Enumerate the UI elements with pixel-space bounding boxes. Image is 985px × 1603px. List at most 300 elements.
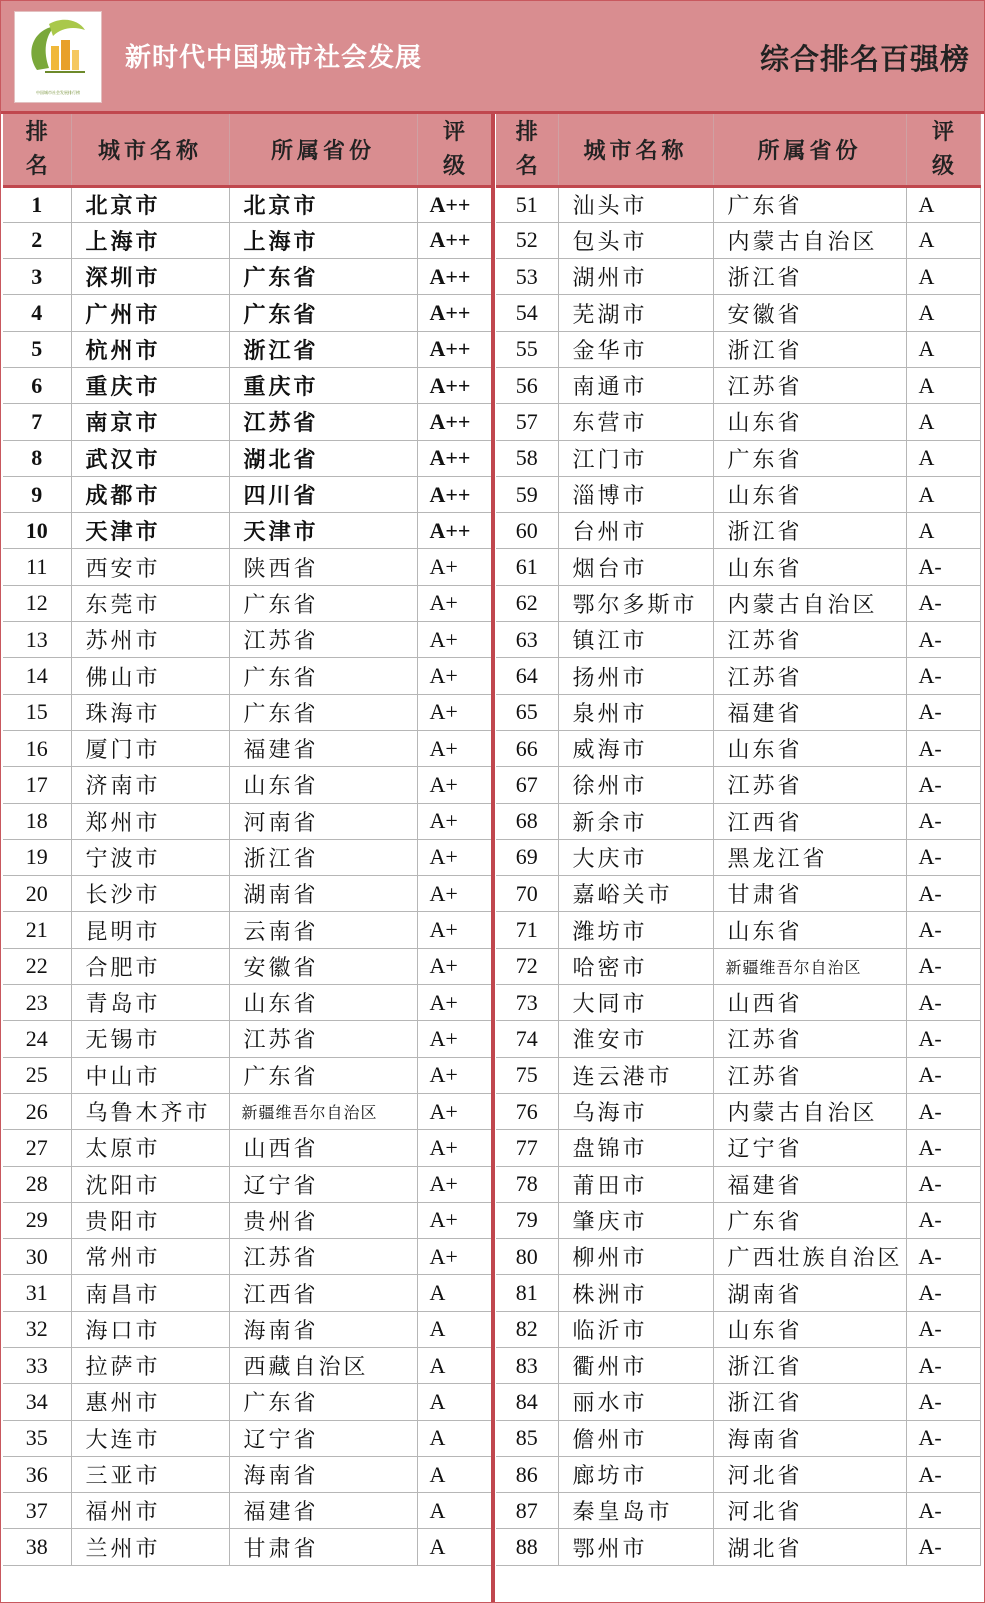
table-row bbox=[3, 585, 491, 621]
table-row bbox=[3, 1493, 491, 1529]
rank-cell: 18 bbox=[3, 803, 71, 839]
grade-cell: A- bbox=[906, 1130, 980, 1166]
city-cell: 大庆市 bbox=[558, 839, 713, 875]
table-row bbox=[496, 585, 980, 621]
rank-cell: 84 bbox=[496, 1384, 558, 1420]
rank-cell: 31 bbox=[3, 1275, 71, 1311]
city-cell: 合肥市 bbox=[71, 948, 229, 984]
table-row bbox=[3, 622, 491, 658]
col-header-province: 所属省份 bbox=[229, 114, 417, 186]
right-table-block bbox=[496, 114, 981, 1566]
table-row bbox=[3, 1021, 491, 1057]
rank-cell: 60 bbox=[496, 513, 558, 549]
province-cell: 河南省 bbox=[229, 803, 417, 839]
rank-cell: 28 bbox=[3, 1166, 71, 1202]
table-row bbox=[496, 1420, 980, 1456]
table-row bbox=[496, 1093, 980, 1129]
rank-cell: 25 bbox=[3, 1057, 71, 1093]
city-cell: 拉萨市 bbox=[71, 1348, 229, 1384]
grade-cell: A- bbox=[906, 1202, 980, 1238]
city-cell: 镇江市 bbox=[558, 622, 713, 658]
table-row bbox=[3, 331, 491, 367]
grade-cell: A++ bbox=[417, 476, 491, 512]
province-cell: 辽宁省 bbox=[229, 1420, 417, 1456]
grade-cell: A bbox=[906, 404, 980, 440]
city-cell: 重庆市 bbox=[71, 367, 229, 403]
col-header-rank: 排名 bbox=[496, 114, 558, 186]
table-row bbox=[496, 694, 980, 730]
grade-cell: A+ bbox=[417, 694, 491, 730]
table-row bbox=[496, 803, 980, 839]
table-row bbox=[3, 912, 491, 948]
grade-cell: A bbox=[417, 1456, 491, 1492]
grade-cell: A++ bbox=[417, 367, 491, 403]
table-row bbox=[496, 730, 980, 766]
rank-cell: 22 bbox=[3, 948, 71, 984]
province-cell: 福建省 bbox=[229, 730, 417, 766]
rank-cell: 81 bbox=[496, 1275, 558, 1311]
rank-cell: 77 bbox=[496, 1130, 558, 1166]
province-cell: 江西省 bbox=[713, 803, 906, 839]
city-cell: 西安市 bbox=[71, 549, 229, 585]
city-cell: 济南市 bbox=[71, 767, 229, 803]
grade-cell: A- bbox=[906, 1311, 980, 1347]
grade-cell: A- bbox=[906, 1529, 980, 1565]
province-cell: 广东省 bbox=[713, 186, 906, 222]
city-cell: 株洲市 bbox=[558, 1275, 713, 1311]
province-cell: 上海市 bbox=[229, 222, 417, 258]
grade-cell: A bbox=[906, 259, 980, 295]
rank-cell: 23 bbox=[3, 985, 71, 1021]
rank-cell: 82 bbox=[496, 1311, 558, 1347]
province-cell: 浙江省 bbox=[713, 259, 906, 295]
rank-cell: 68 bbox=[496, 803, 558, 839]
table-row bbox=[3, 1166, 491, 1202]
grade-cell: A+ bbox=[417, 839, 491, 875]
grade-cell: A- bbox=[906, 658, 980, 694]
table-row bbox=[3, 803, 491, 839]
city-cell: 汕头市 bbox=[558, 186, 713, 222]
city-cell: 哈密市 bbox=[558, 948, 713, 984]
grade-cell: A- bbox=[906, 585, 980, 621]
table-row bbox=[3, 694, 491, 730]
col-header-grade: 评级 bbox=[417, 114, 491, 186]
province-cell: 浙江省 bbox=[229, 839, 417, 875]
province-cell: 海南省 bbox=[229, 1311, 417, 1347]
table-row bbox=[3, 1348, 491, 1384]
rank-cell: 85 bbox=[496, 1420, 558, 1456]
city-cell: 扬州市 bbox=[558, 658, 713, 694]
grade-cell: A- bbox=[906, 1166, 980, 1202]
province-cell: 内蒙古自治区 bbox=[713, 222, 906, 258]
province-cell: 海南省 bbox=[713, 1420, 906, 1456]
table-row bbox=[3, 259, 491, 295]
city-cell: 莆田市 bbox=[558, 1166, 713, 1202]
city-cell: 惠州市 bbox=[71, 1384, 229, 1420]
province-cell: 广东省 bbox=[713, 1202, 906, 1238]
grade-cell: A+ bbox=[417, 1239, 491, 1275]
province-cell: 山东省 bbox=[713, 404, 906, 440]
city-cell: 三亚市 bbox=[71, 1456, 229, 1492]
grade-cell: A- bbox=[906, 1493, 980, 1529]
province-cell: 广东省 bbox=[713, 440, 906, 476]
province-cell: 福建省 bbox=[713, 694, 906, 730]
province-cell: 安徽省 bbox=[713, 295, 906, 331]
table-row bbox=[3, 876, 491, 912]
grade-cell: A+ bbox=[417, 1093, 491, 1129]
province-cell: 江苏省 bbox=[713, 767, 906, 803]
grade-cell: A+ bbox=[417, 1057, 491, 1093]
province-cell: 辽宁省 bbox=[713, 1130, 906, 1166]
province-cell: 内蒙古自治区 bbox=[713, 585, 906, 621]
city-cell: 鄂尔多斯市 bbox=[558, 585, 713, 621]
province-cell: 山东省 bbox=[713, 730, 906, 766]
city-cell: 兰州市 bbox=[71, 1529, 229, 1565]
province-cell: 内蒙古自治区 bbox=[713, 1093, 906, 1129]
rank-cell: 59 bbox=[496, 476, 558, 512]
grade-cell: A bbox=[417, 1420, 491, 1456]
table-row bbox=[496, 1021, 980, 1057]
left-table-block bbox=[3, 114, 492, 1566]
rank-cell: 17 bbox=[3, 767, 71, 803]
table-row bbox=[3, 1529, 491, 1565]
table-header-row bbox=[496, 114, 980, 186]
province-cell: 北京市 bbox=[229, 186, 417, 222]
table-row bbox=[496, 767, 980, 803]
grade-cell: A- bbox=[906, 912, 980, 948]
grade-cell: A- bbox=[906, 1348, 980, 1384]
city-cell: 珠海市 bbox=[71, 694, 229, 730]
rank-cell: 74 bbox=[496, 1021, 558, 1057]
grade-cell: A- bbox=[906, 730, 980, 766]
city-cell: 丽水市 bbox=[558, 1384, 713, 1420]
table-row bbox=[3, 186, 491, 222]
province-cell: 四川省 bbox=[229, 476, 417, 512]
table-row bbox=[496, 549, 980, 585]
table-row bbox=[3, 1384, 491, 1420]
grade-cell: A+ bbox=[417, 985, 491, 1021]
province-cell: 辽宁省 bbox=[229, 1166, 417, 1202]
grade-cell: A+ bbox=[417, 876, 491, 912]
table-header-row bbox=[3, 114, 491, 186]
province-cell: 广东省 bbox=[229, 1057, 417, 1093]
province-cell: 湖南省 bbox=[713, 1275, 906, 1311]
province-cell: 重庆市 bbox=[229, 367, 417, 403]
province-cell: 江苏省 bbox=[713, 367, 906, 403]
province-cell: 山东省 bbox=[713, 476, 906, 512]
rank-cell: 19 bbox=[3, 839, 71, 875]
rank-cell: 56 bbox=[496, 367, 558, 403]
city-cell: 乌鲁木齐市 bbox=[71, 1093, 229, 1129]
province-cell: 山东省 bbox=[229, 767, 417, 803]
province-cell: 江苏省 bbox=[229, 622, 417, 658]
table-row bbox=[3, 367, 491, 403]
rank-cell: 4 bbox=[3, 295, 71, 331]
province-cell: 湖北省 bbox=[713, 1529, 906, 1565]
table-row bbox=[3, 839, 491, 875]
province-cell: 天津市 bbox=[229, 513, 417, 549]
province-cell: 山东省 bbox=[713, 549, 906, 585]
city-cell: 衢州市 bbox=[558, 1348, 713, 1384]
rank-cell: 26 bbox=[3, 1093, 71, 1129]
rank-cell: 27 bbox=[3, 1130, 71, 1166]
province-cell: 广东省 bbox=[229, 585, 417, 621]
rank-cell: 54 bbox=[496, 295, 558, 331]
province-cell: 甘肃省 bbox=[713, 876, 906, 912]
column-divider bbox=[491, 114, 495, 1603]
grade-cell: A++ bbox=[417, 295, 491, 331]
grade-cell: A+ bbox=[417, 1166, 491, 1202]
rank-cell: 9 bbox=[3, 476, 71, 512]
table-row bbox=[3, 222, 491, 258]
city-cell: 青岛市 bbox=[71, 985, 229, 1021]
grade-cell: A bbox=[906, 186, 980, 222]
table-row bbox=[496, 222, 980, 258]
grade-cell: A+ bbox=[417, 767, 491, 803]
table-row bbox=[3, 295, 491, 331]
rank-cell: 12 bbox=[3, 585, 71, 621]
rank-cell: 58 bbox=[496, 440, 558, 476]
province-cell: 河北省 bbox=[713, 1493, 906, 1529]
city-cell: 深圳市 bbox=[71, 259, 229, 295]
city-cell: 昆明市 bbox=[71, 912, 229, 948]
city-cell: 长沙市 bbox=[71, 876, 229, 912]
grade-cell: A+ bbox=[417, 1202, 491, 1238]
city-cell: 郑州市 bbox=[71, 803, 229, 839]
province-cell: 浙江省 bbox=[713, 513, 906, 549]
city-cell: 泉州市 bbox=[558, 694, 713, 730]
city-cell: 福州市 bbox=[71, 1493, 229, 1529]
province-cell: 新疆维吾尔自治区 bbox=[229, 1093, 417, 1129]
table-row bbox=[496, 985, 980, 1021]
city-cell: 乌海市 bbox=[558, 1093, 713, 1129]
rank-cell: 52 bbox=[496, 222, 558, 258]
rank-cell: 33 bbox=[3, 1348, 71, 1384]
rank-cell: 75 bbox=[496, 1057, 558, 1093]
province-cell: 浙江省 bbox=[713, 1348, 906, 1384]
table-row bbox=[3, 1239, 491, 1275]
rank-cell: 69 bbox=[496, 839, 558, 875]
grade-cell: A bbox=[906, 440, 980, 476]
province-cell: 黑龙江省 bbox=[713, 839, 906, 875]
grade-cell: A- bbox=[906, 1420, 980, 1456]
rank-cell: 80 bbox=[496, 1239, 558, 1275]
grade-cell: A+ bbox=[417, 912, 491, 948]
table-row bbox=[496, 1348, 980, 1384]
city-cell: 廊坊市 bbox=[558, 1456, 713, 1492]
city-cell: 大同市 bbox=[558, 985, 713, 1021]
rank-cell: 66 bbox=[496, 730, 558, 766]
province-cell: 新疆维吾尔自治区 bbox=[713, 948, 906, 984]
city-cell: 湖州市 bbox=[558, 259, 713, 295]
table-row bbox=[496, 948, 980, 984]
table-row bbox=[3, 1275, 491, 1311]
rank-cell: 88 bbox=[496, 1529, 558, 1565]
city-cell: 厦门市 bbox=[71, 730, 229, 766]
rank-cell: 7 bbox=[3, 404, 71, 440]
province-cell: 山东省 bbox=[713, 912, 906, 948]
table-row bbox=[496, 1166, 980, 1202]
table-row bbox=[3, 549, 491, 585]
table-row bbox=[3, 1311, 491, 1347]
table-row bbox=[496, 1275, 980, 1311]
city-cell: 肇庆市 bbox=[558, 1202, 713, 1238]
rank-cell: 70 bbox=[496, 876, 558, 912]
province-cell: 山西省 bbox=[713, 985, 906, 1021]
rank-cell: 13 bbox=[3, 622, 71, 658]
grade-cell: A bbox=[906, 476, 980, 512]
city-cell: 临沂市 bbox=[558, 1311, 713, 1347]
banner-title: 新时代中国城市社会发展 bbox=[125, 42, 423, 72]
header-banner bbox=[1, 1, 984, 114]
grade-cell: A+ bbox=[417, 948, 491, 984]
grade-cell: A bbox=[417, 1311, 491, 1347]
grade-cell: A++ bbox=[417, 186, 491, 222]
grade-cell: A++ bbox=[417, 513, 491, 549]
table-row bbox=[496, 259, 980, 295]
table-row bbox=[3, 1456, 491, 1492]
city-cell: 包头市 bbox=[558, 222, 713, 258]
banner-subtitle: 综合排名百强榜 bbox=[759, 44, 970, 76]
rank-cell: 6 bbox=[3, 367, 71, 403]
city-cell: 中山市 bbox=[71, 1057, 229, 1093]
province-cell: 江苏省 bbox=[229, 404, 417, 440]
rank-cell: 64 bbox=[496, 658, 558, 694]
grade-cell: A bbox=[906, 222, 980, 258]
city-cell: 柳州市 bbox=[558, 1239, 713, 1275]
grade-cell: A- bbox=[906, 839, 980, 875]
rank-cell: 24 bbox=[3, 1021, 71, 1057]
province-cell: 海南省 bbox=[229, 1456, 417, 1492]
city-cell: 江门市 bbox=[558, 440, 713, 476]
grade-cell: A bbox=[906, 513, 980, 549]
city-cell: 太原市 bbox=[71, 1130, 229, 1166]
city-cell: 金华市 bbox=[558, 331, 713, 367]
table-row bbox=[496, 404, 980, 440]
table-row bbox=[496, 1239, 980, 1275]
rank-cell: 3 bbox=[3, 259, 71, 295]
province-cell: 贵州省 bbox=[229, 1202, 417, 1238]
province-cell: 福建省 bbox=[229, 1493, 417, 1529]
grade-cell: A- bbox=[906, 1021, 980, 1057]
grade-cell: A+ bbox=[417, 585, 491, 621]
rank-cell: 1 bbox=[3, 186, 71, 222]
city-cell: 威海市 bbox=[558, 730, 713, 766]
grade-cell: A+ bbox=[417, 658, 491, 694]
city-cell: 南京市 bbox=[71, 404, 229, 440]
rank-cell: 38 bbox=[3, 1529, 71, 1565]
grade-cell: A- bbox=[906, 1093, 980, 1129]
city-cell: 宁波市 bbox=[71, 839, 229, 875]
grade-cell: A++ bbox=[417, 222, 491, 258]
rank-cell: 73 bbox=[496, 985, 558, 1021]
province-cell: 广西壮族自治区 bbox=[713, 1239, 906, 1275]
city-cell: 烟台市 bbox=[558, 549, 713, 585]
grade-cell: A- bbox=[906, 1239, 980, 1275]
grade-cell: A++ bbox=[417, 259, 491, 295]
province-cell: 湖南省 bbox=[229, 876, 417, 912]
table-row bbox=[496, 1493, 980, 1529]
table-row bbox=[496, 1529, 980, 1565]
rank-cell: 71 bbox=[496, 912, 558, 948]
province-cell: 江苏省 bbox=[713, 1021, 906, 1057]
province-cell: 甘肃省 bbox=[229, 1529, 417, 1565]
table-row bbox=[496, 513, 980, 549]
rank-cell: 11 bbox=[3, 549, 71, 585]
table-row bbox=[496, 1456, 980, 1492]
table-row bbox=[496, 1130, 980, 1166]
city-cell: 上海市 bbox=[71, 222, 229, 258]
rank-cell: 67 bbox=[496, 767, 558, 803]
rank-cell: 5 bbox=[3, 331, 71, 367]
city-cell: 苏州市 bbox=[71, 622, 229, 658]
table-row bbox=[3, 476, 491, 512]
grade-cell: A- bbox=[906, 876, 980, 912]
rank-cell: 15 bbox=[3, 694, 71, 730]
table-row bbox=[3, 1130, 491, 1166]
grade-cell: A- bbox=[906, 1057, 980, 1093]
grade-cell: A+ bbox=[417, 622, 491, 658]
table-row bbox=[3, 985, 491, 1021]
province-cell: 湖北省 bbox=[229, 440, 417, 476]
province-cell: 江西省 bbox=[229, 1275, 417, 1311]
rank-cell: 35 bbox=[3, 1420, 71, 1456]
table-row bbox=[496, 1384, 980, 1420]
table-row bbox=[3, 948, 491, 984]
city-cell: 秦皇岛市 bbox=[558, 1493, 713, 1529]
rank-cell: 29 bbox=[3, 1202, 71, 1238]
city-cell: 儋州市 bbox=[558, 1420, 713, 1456]
table-row bbox=[3, 730, 491, 766]
grade-cell: A bbox=[417, 1493, 491, 1529]
col-header-city: 城市名称 bbox=[558, 114, 713, 186]
grade-cell: A bbox=[417, 1348, 491, 1384]
province-cell: 安徽省 bbox=[229, 948, 417, 984]
city-cell: 常州市 bbox=[71, 1239, 229, 1275]
col-header-grade: 评级 bbox=[906, 114, 980, 186]
rank-cell: 87 bbox=[496, 1493, 558, 1529]
table-row bbox=[3, 658, 491, 694]
table-row bbox=[496, 1202, 980, 1238]
city-cell: 鄂州市 bbox=[558, 1529, 713, 1565]
city-cell: 连云港市 bbox=[558, 1057, 713, 1093]
table-row bbox=[3, 513, 491, 549]
table-row bbox=[496, 658, 980, 694]
rank-cell: 53 bbox=[496, 259, 558, 295]
table-row bbox=[496, 295, 980, 331]
rank-cell: 83 bbox=[496, 1348, 558, 1384]
rank-cell: 72 bbox=[496, 948, 558, 984]
table-row bbox=[3, 1420, 491, 1456]
city-cell: 嘉峪关市 bbox=[558, 876, 713, 912]
grade-cell: A++ bbox=[417, 404, 491, 440]
city-cell: 徐州市 bbox=[558, 767, 713, 803]
grade-cell: A+ bbox=[417, 803, 491, 839]
grade-cell: A- bbox=[906, 549, 980, 585]
grade-cell: A- bbox=[906, 622, 980, 658]
province-cell: 浙江省 bbox=[229, 331, 417, 367]
province-cell: 广东省 bbox=[229, 658, 417, 694]
table-row bbox=[3, 767, 491, 803]
city-leaf-logo-icon bbox=[14, 11, 102, 103]
city-cell: 新余市 bbox=[558, 803, 713, 839]
city-cell: 东莞市 bbox=[71, 585, 229, 621]
province-cell: 浙江省 bbox=[713, 331, 906, 367]
table-row bbox=[496, 839, 980, 875]
city-cell: 沈阳市 bbox=[71, 1166, 229, 1202]
province-cell: 山东省 bbox=[229, 985, 417, 1021]
grade-cell: A- bbox=[906, 694, 980, 730]
